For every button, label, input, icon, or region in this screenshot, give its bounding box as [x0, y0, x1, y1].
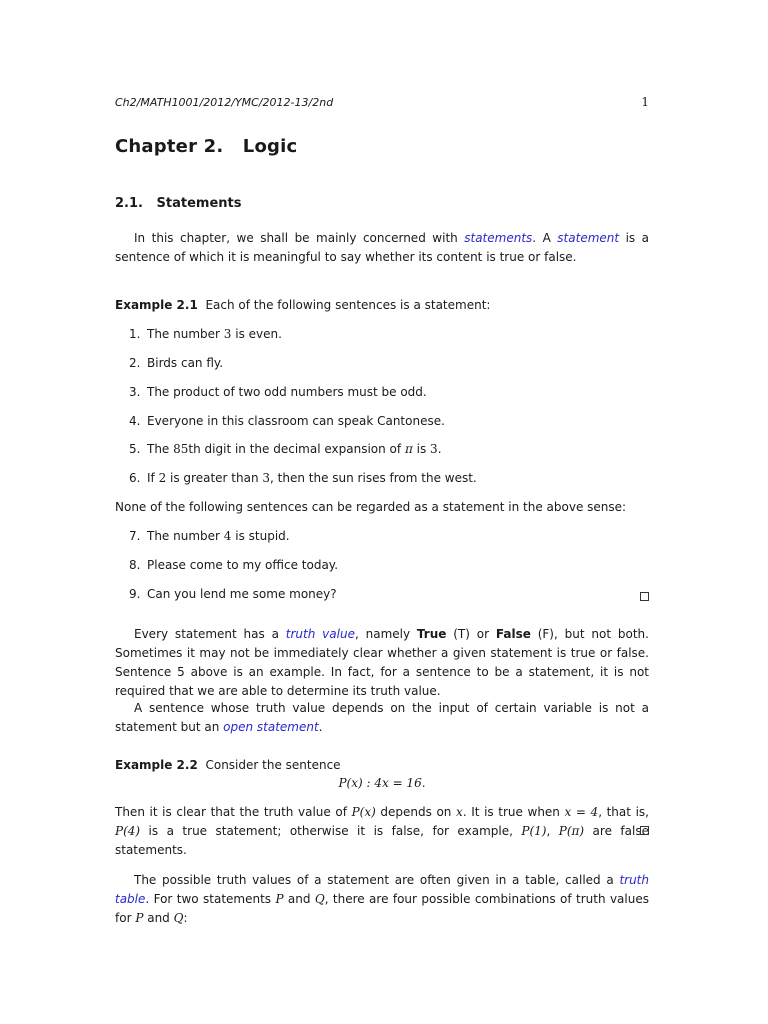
truth-table-paragraph: [115, 871, 649, 928]
qed-square-icon: [640, 826, 649, 835]
item-text: is greater than: [166, 471, 263, 485]
intro-text: . A: [532, 231, 558, 245]
item-math: 2: [158, 471, 167, 485]
inline-math: Q: [314, 892, 325, 906]
example-intro: Consider the sentence: [205, 758, 341, 772]
intro-text: is a sentence of which it is meaningful to say whether its content is true or false.: [115, 231, 649, 264]
term-open-statement-link[interactable]: open statement: [223, 720, 319, 734]
para-text: depends on: [375, 805, 457, 819]
item-number: 1.: [129, 327, 141, 341]
inline-math: P(x): [351, 805, 376, 819]
item-number: 5.: [129, 442, 141, 456]
item-text: The product of two odd numbers must be odd.: [147, 385, 427, 399]
non-statements-intro: None of the following sentences can be regarded as a statement in the above sense:: [115, 500, 627, 514]
item-math: 3: [223, 327, 232, 341]
item-text: .: [437, 442, 442, 456]
item-text: Please come to my office today.: [147, 558, 339, 572]
item-number: 4.: [129, 414, 141, 428]
para-text: :: [183, 911, 188, 925]
para-text: ,: [546, 824, 559, 838]
example-2-2-paragraph: [115, 803, 649, 860]
item-text: Can you lend me some money?: [147, 587, 337, 601]
para-text: .: [318, 720, 323, 734]
item-math: 85: [173, 442, 189, 456]
list-item: [129, 471, 477, 485]
example-2-2-heading: [115, 758, 341, 772]
truth-value-paragraph: [115, 625, 649, 701]
para-text: Then it is clear that the truth value of: [115, 805, 352, 819]
term-statement-link[interactable]: statement: [557, 231, 620, 245]
inline-math: P: [275, 892, 284, 906]
para-text: A sentence whose truth value depends on the input of certain variable is not a statement but an: [115, 701, 649, 734]
example-intro: Each of the following sentences is a statement:: [205, 298, 491, 312]
section-title: 2.1. Statements: [115, 196, 242, 211]
list-item: [129, 385, 427, 399]
chapter-title: Chapter 2. Logic: [115, 136, 298, 157]
item-text: The number: [147, 327, 224, 341]
item-text: The: [147, 442, 174, 456]
running-header: Ch2/MATH1001/2012/YMC/2012-13/2nd: [115, 96, 334, 109]
item-text: is: [412, 442, 431, 456]
item-number: 3.: [129, 385, 141, 399]
item-text: th digit in the decimal expansion of: [188, 442, 405, 456]
example-label: Example 2.2: [115, 758, 198, 772]
true-word: True: [416, 627, 447, 641]
item-math: 4: [223, 529, 232, 543]
inline-math: Q: [173, 911, 184, 925]
page-number: 1: [641, 95, 649, 109]
item-number: 2.: [129, 356, 141, 370]
para-text: are false statements.: [115, 824, 649, 857]
list-item: [129, 529, 290, 543]
item-text: Everyone in this classroom can speak Cantonese.: [147, 414, 445, 428]
item-number: 7.: [129, 529, 141, 543]
example-2-1-heading: [115, 298, 490, 312]
inline-math: x: [456, 805, 463, 819]
para-text: , there are four possible combinations of truth values for: [115, 892, 649, 925]
example-label: Example 2.1: [115, 298, 198, 312]
term-truth-table-link[interactable]: truth table: [115, 873, 649, 906]
item-number: 8.: [129, 558, 141, 572]
para-text: and: [143, 911, 174, 925]
item-number: 6.: [129, 471, 141, 485]
item-text: The number: [147, 529, 224, 543]
para-text: . For two statements: [145, 892, 276, 906]
inline-math: x = 4: [564, 805, 599, 819]
para-text: and: [283, 892, 315, 906]
intro-paragraph: [115, 229, 649, 267]
item-text: is even.: [231, 327, 282, 341]
para-text: The possible truth values of a statement are often given in a table, called a: [134, 873, 620, 887]
list-item: [129, 587, 337, 601]
term-statements-link[interactable]: statements: [464, 231, 533, 245]
item-text: If: [147, 471, 159, 485]
false-word: False: [495, 627, 531, 641]
item-text: , then the sun rises from the west.: [270, 471, 477, 485]
para-text: (T) or: [446, 627, 496, 641]
term-truth-value-link[interactable]: truth value: [285, 627, 355, 641]
item-math: 3: [262, 471, 271, 485]
intro-text: In this chapter, we shall be mainly concerned with: [134, 231, 465, 245]
list-item: [129, 327, 282, 341]
list-item: [129, 414, 445, 428]
para-text: Every statement has a: [134, 627, 286, 641]
inline-math: P: [135, 911, 144, 925]
para-text: . It is true when: [462, 805, 565, 819]
para-text: , that is,: [598, 805, 649, 819]
inline-math: P(4): [115, 824, 141, 838]
list-item: [129, 558, 338, 572]
para-text: is a true statement; otherwise it is false, for example,: [140, 824, 522, 838]
para-text: , namely: [354, 627, 417, 641]
item-math: π: [404, 442, 413, 456]
item-math: 3: [430, 442, 438, 456]
item-text: is stupid.: [231, 529, 290, 543]
item-text: Birds can fly.: [147, 356, 224, 370]
formula: P(x) : 4x = 16.: [338, 776, 426, 790]
qed-square-icon: [640, 592, 649, 601]
list-item: [129, 442, 442, 456]
open-statement-paragraph: [115, 699, 649, 737]
inline-math: P(π): [558, 824, 585, 838]
para-text: (F), but not both. Sometimes it may not be immediately clear whether a given statement is true or false. Sentence 5 above is an example. In fact, for a sentence to be a statement, it is not required that we are able to determine its truth value.: [115, 627, 649, 698]
item-number: 9.: [129, 587, 141, 601]
list-item: [129, 356, 223, 370]
inline-math: P(1): [521, 824, 547, 838]
